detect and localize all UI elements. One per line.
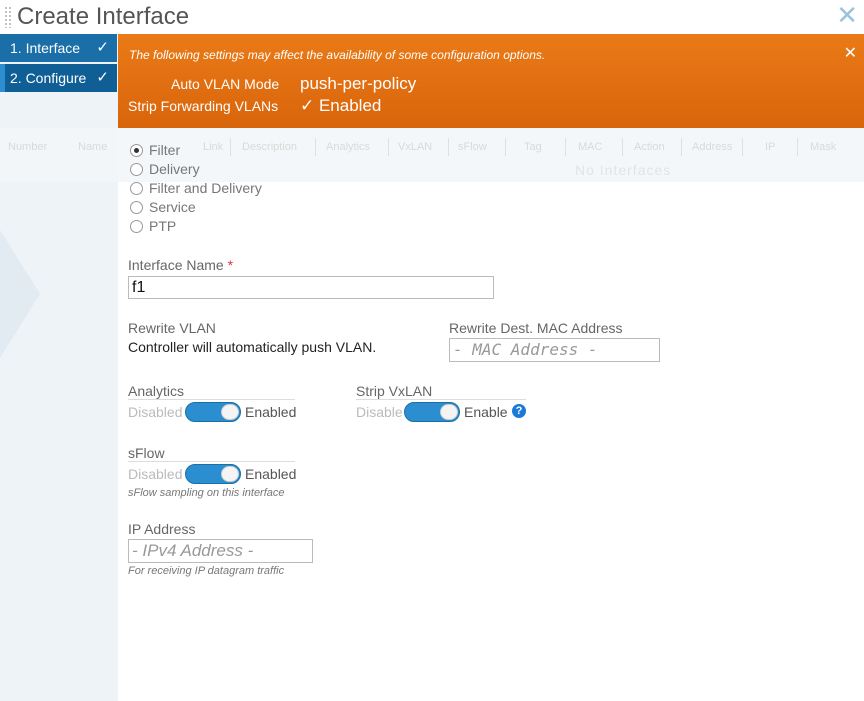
toggle-on-label: Enable: [464, 404, 508, 420]
toggle-off-label: Disable: [356, 404, 403, 420]
toggle-off-label: Disabled: [128, 466, 183, 482]
column-divider: [448, 138, 449, 156]
wizard-step-interface[interactable]: [0, 34, 117, 62]
radio-button[interactable]: [130, 220, 143, 233]
strip-vlans-label: Strip Forwarding VLANs: [128, 98, 279, 114]
divider: [128, 461, 295, 462]
toggle-knob: [221, 466, 239, 482]
interface-name-input[interactable]: f1: [128, 276, 494, 299]
radio-button[interactable]: [130, 182, 143, 195]
radio-button[interactable]: [130, 144, 143, 157]
radio-filter-and-delivery[interactable]: [130, 180, 262, 196]
column-divider: [230, 138, 231, 156]
radio-service[interactable]: [130, 199, 196, 215]
strip-vxlan-label: Strip VxLAN: [356, 383, 433, 399]
table-header: Name: [78, 141, 108, 153]
table-header: IP: [765, 141, 776, 153]
interface-name-label: [128, 257, 233, 273]
column-divider: [565, 138, 566, 156]
toggle-knob: [221, 404, 239, 420]
divider: [356, 399, 526, 400]
sflow-label: sFlow: [128, 445, 165, 461]
column-divider: [388, 138, 389, 156]
radio-ptp[interactable]: [130, 218, 176, 234]
ip-address-input[interactable]: - IPv4 Address -: [128, 539, 313, 563]
column-divider: [742, 138, 743, 156]
checkmark-icon: ✓: [96, 69, 109, 86]
title-bar: [0, 0, 864, 34]
wizard-step-label: 1. Interface: [10, 40, 81, 56]
table-header: VxLAN: [398, 141, 433, 153]
help-icon[interactable]: ?: [512, 404, 526, 418]
toggle-knob: [440, 404, 458, 420]
column-divider: [681, 138, 682, 156]
column-divider: [797, 138, 798, 156]
banner-close-icon[interactable]: ✕: [843, 45, 857, 62]
table-header: Description: [242, 141, 298, 153]
radio-label: Filter: [149, 142, 181, 158]
divider: [128, 399, 295, 400]
table-header: sFlow: [458, 141, 487, 153]
auto-vlan-value: push-per-policy: [300, 74, 417, 93]
column-divider: [315, 138, 316, 156]
sflow-note: sFlow sampling on this interface: [128, 487, 285, 499]
rewrite-mac-label: Rewrite Dest. MAC Address: [449, 320, 623, 336]
toggle-on-label: Enabled: [245, 466, 297, 482]
close-icon[interactable]: ✕: [836, 0, 858, 30]
toggle-off-label: Disabled: [128, 404, 183, 420]
analytics-toggle[interactable]: [185, 402, 241, 422]
radio-label: Delivery: [149, 161, 200, 177]
table-header: Analytics: [326, 141, 371, 153]
required-asterisk: *: [227, 257, 234, 273]
ip-address-label: IP Address: [128, 521, 196, 537]
rewrite-vlan-label: Rewrite VLAN: [128, 320, 216, 336]
wizard-step-configure[interactable]: [0, 64, 117, 92]
radio-label: Service: [149, 199, 196, 215]
toggle-on-label: Enabled: [245, 404, 297, 420]
column-divider: [505, 138, 506, 156]
banner-message: The following settings may affect the availability of some configuration options.: [129, 48, 546, 62]
table-header: Action: [634, 141, 665, 153]
mac-address-input[interactable]: - MAC Address -: [449, 338, 660, 362]
auto-vlan-label: Auto VLAN Mode: [171, 76, 280, 92]
label-text: Interface Name: [128, 257, 224, 273]
table-header: MAC: [578, 141, 603, 153]
radio-label: PTP: [149, 218, 177, 234]
analytics-label: Analytics: [128, 383, 185, 399]
radio-label: Filter and Delivery: [149, 180, 262, 196]
wizard-step-label: 2. Configure: [10, 70, 87, 86]
dialog-title: Create Interface: [17, 3, 190, 30]
table-header: Link: [203, 141, 224, 153]
radio-button[interactable]: [130, 163, 143, 176]
table-header: Tag: [524, 141, 542, 153]
background-chevron: [0, 134, 40, 454]
rewrite-vlan-text: Controller will automatically push VLAN.: [128, 339, 377, 355]
checkmark-icon: ✓: [96, 39, 109, 56]
empty-table-text: No Interfaces: [575, 162, 672, 178]
radio-delivery[interactable]: [130, 161, 200, 177]
sflow-toggle[interactable]: [185, 464, 241, 484]
radio-filter[interactable]: [130, 142, 180, 158]
table-header: Mask: [810, 141, 837, 153]
strip-vlans-value: ✓ Enabled: [300, 96, 382, 115]
column-divider: [622, 138, 623, 156]
strip-vxlan-toggle[interactable]: [404, 402, 460, 422]
radio-button[interactable]: [130, 201, 143, 214]
table-header: Address: [692, 141, 733, 153]
ip-address-note: For receiving IP datagram traffic: [128, 565, 285, 577]
table-header: Number: [8, 141, 48, 153]
settings-banner: [118, 34, 864, 128]
drag-handle-icon[interactable]: [4, 6, 12, 28]
